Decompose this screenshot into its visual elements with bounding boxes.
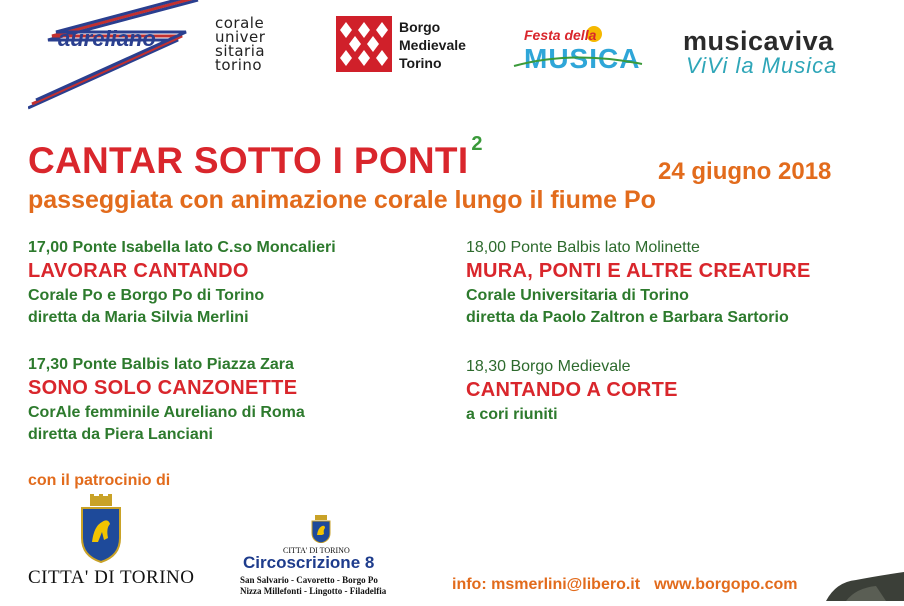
page-subtitle: passeggiata con animazione corale lungo il fiume Po [28,186,656,214]
festa-bottom-text: MUSICA [524,43,641,74]
citta-di-torino-label: CITTA' DI TORINO [28,567,195,588]
circoscrizione-areas-line: Nizza Millefonti - Lingotto - Filadelfia [240,586,387,596]
corale-line: corale [215,14,265,32]
event-director: diretta da Piera Lanciani [28,426,213,443]
title-superscript: 2 [471,132,483,155]
event-choir: Corale Po e Borgo Po di Torino [28,287,265,304]
event-time: 17,30 Ponte Balbis lato Piazza Zara [28,356,294,373]
event-choir: CorAle femminile Aureliano di Roma [28,404,305,421]
event-director: diretta da Paolo Zaltron e Barbara Sartorio [466,309,789,326]
borgo-line: Medievale [399,37,466,53]
event-name: LAVORAR CANTANDO [28,260,249,282]
circoscrizione-crest-icon [311,515,331,548]
aureliano-text: aureliano [58,26,156,51]
title-text: CANTAR SOTTO I PONTI [28,140,469,181]
event-2 [466,239,811,329]
circoscrizione-city: CITTA' DI TORINO [283,546,350,555]
corale-line: sitaria [215,42,266,60]
contact-info [452,576,811,594]
event-date: 24 giugno 2018 [658,158,832,185]
event-time: 18,30 Borgo Medievale [466,358,631,375]
event-choir: a cori riuniti [466,406,558,423]
contact-website[interactable]: www.borgopo.com [654,576,798,593]
vivi-la-musica-tagline: ViVi la Musica [686,53,838,78]
event-name: CANTANDO A CORTE [466,379,678,401]
festa-della-musica-logo [512,20,647,80]
event-4 [466,358,678,426]
event-name: SONO SOLO CANZONETTE [28,377,298,399]
borgo-medievale-text [399,18,466,72]
corale-line: univer [215,28,266,46]
circoscrizione-title: Circoscrizione 8 [243,553,375,572]
borgo-line: Borgo [399,19,441,35]
page-title [28,132,483,182]
torino-crest-icon [78,494,124,569]
event-time: 17,00 Ponte Isabella lato C.so Moncalieri [28,239,336,256]
circoscrizione-areas [240,575,386,597]
patrocinio-label: con il patrocinio di [28,472,171,489]
corale-line: torino [215,56,263,74]
aureliano-logo [28,0,208,110]
event-choir: Corale Universitaria di Torino [466,287,689,304]
musicaviva-logo: musicaviva [683,26,834,56]
event-time: 18,00 Ponte Balbis lato Molinette [466,239,700,256]
event-name: MURA, PONTI E ALTRE CREATURE [466,260,811,282]
festa-top-text: Festa della [524,27,597,43]
borgo-line: Torino [399,55,442,71]
corale-universitaria-logo [215,16,305,72]
event-director: diretta da Maria Silvia Merlini [28,309,249,326]
circoscrizione-areas-line: San Salvario - Cavoretto - Borgo Po [240,575,378,585]
contact-email[interactable]: info: msmerlini@libero.it [452,576,641,593]
event-1 [28,239,336,329]
event-3 [28,356,305,446]
borgo-medievale-emblem [336,16,392,72]
